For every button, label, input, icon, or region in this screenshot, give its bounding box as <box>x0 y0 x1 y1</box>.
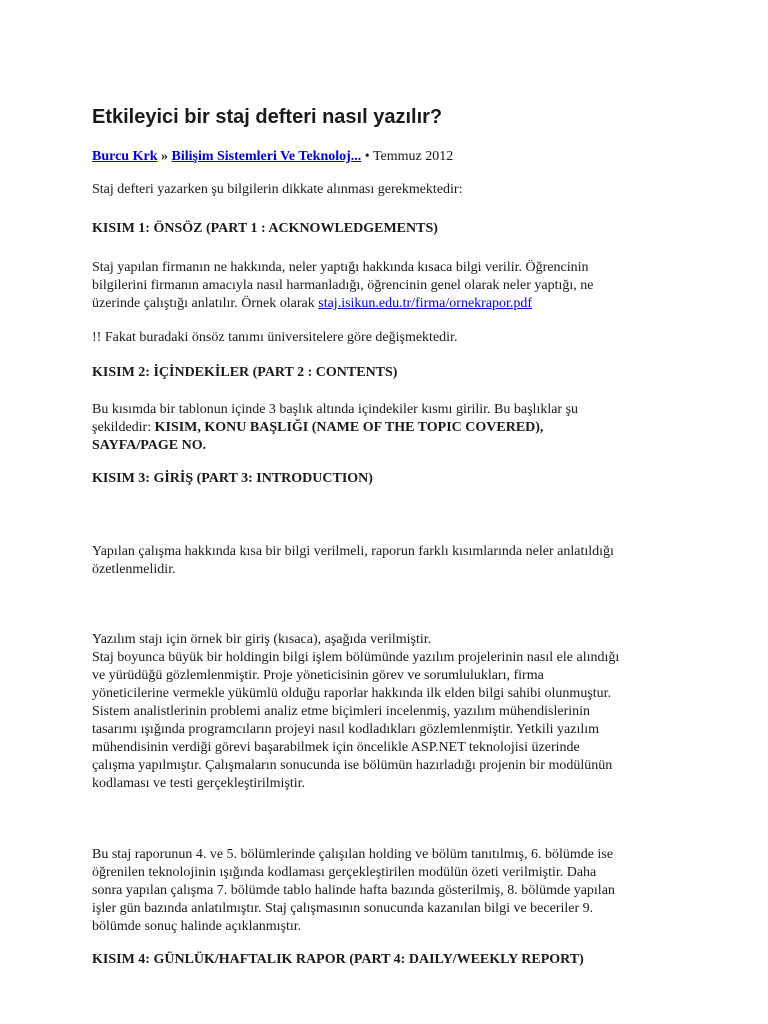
part2-line: Bu kısımda bir tablonun içinde 3 başlık altında içindekiler kısmı girilir. Bu başlıklar şu <box>92 402 579 417</box>
part3-heading: KISIM 3: GİRİŞ (PART 3: INTRODUCTION) <box>92 471 373 486</box>
part3-line: yöneticilerine vermekle yükümlü olduğu raporlar hakkında ilk elden bilgi sahibi olunmuştur. <box>92 686 612 701</box>
part3-line: kodlaması ve testi gerçekleştirilmiştir. <box>92 776 306 791</box>
part3-line: Bu staj raporunun 4. ve 5. bölümlerinde çalışılan holding ve bölüm tanıtılmış, 6. bölümde ise <box>92 847 614 862</box>
part1-note: !! Fakat buradaki önsöz tanımı üniversitelere göre değişmektedir. <box>92 330 458 345</box>
publish-date: • Temmuz 2012 <box>364 149 454 164</box>
byline <box>92 149 692 165</box>
part2-line: şekildedir: <box>92 420 152 435</box>
byline-separator: » <box>160 149 168 164</box>
author-link[interactable]: Burcu Krk <box>92 149 158 164</box>
part3-line: mühendisinin verdiği görevi başarabilmek için öncelikle ASP.NET teknolojisi üzerinde <box>92 740 580 755</box>
part1-paragraph <box>92 259 692 313</box>
part2-columns-bold: SAYFA/PAGE NO. <box>92 438 207 453</box>
part2-paragraph <box>92 401 692 455</box>
part3-paragraph-1 <box>92 543 692 579</box>
part3-line: özetlenmelidir. <box>92 562 176 577</box>
part2-columns-bold: KISIM, KONU BAŞLIĞI (NAME OF THE TOPIC COVERED), <box>154 420 544 435</box>
example-report-link[interactable]: staj.isikun.edu.tr/firma/ornekrapor.pdf <box>318 296 533 311</box>
part3-line: bölümde sonuç halinde açıklanmıştır. <box>92 919 302 934</box>
part1-line: Staj yapılan firmanın ne hakkında, neler yaptığı hakkında kısaca bilgi verilir. Öğrencinin <box>92 260 589 275</box>
part3-line: tasarımı ışığında programcıların projeyi nasıl kodladıkları gözlemlenmiştir. Yetkili yazılım <box>92 722 600 737</box>
part3-line: işler gün bazında anlatılmıştır. Staj çalışmasının sonucunda kazanılan bilgi ve beceriler 9. <box>92 901 594 916</box>
part3-paragraph-3 <box>92 846 692 936</box>
part3-line: Staj boyunca büyük bir holdingin bilgi işlem bölümünde yazılım projelerinin nasıl ele alındığı <box>92 650 620 665</box>
part3-line: Sistem analistlerinin problemi analiz etme biçimleri incelenmiş, yazılım mühendislerinin <box>92 704 591 719</box>
category-link[interactable]: Bilişim Sistemleri Ve Teknoloj... <box>171 149 362 164</box>
part3-line: çalışma yapılmıştır. Çalışmaların sonucunda ise bölümün hazırladığı projenin bir modülünün <box>92 758 613 773</box>
part1-line: bilgilerini firmanın amacıyla nasıl harmanladığı, öğrencinin genel olarak neler yaptığı, ne <box>92 278 594 293</box>
intro-text: Staj defteri yazarken şu bilgilerin dikkate alınması gerekmektedir: <box>92 182 463 197</box>
part4-heading: KISIM 4: GÜNLÜK/HAFTALIK RAPOR (PART 4: DAILY/WEEKLY REPORT) <box>92 952 584 967</box>
part2-heading: KISIM 2: İÇİNDEKİLER (PART 2 : CONTENTS) <box>92 365 398 380</box>
part1-heading: KISIM 1: ÖNSÖZ (PART 1 : ACKNOWLEDGEMENTS) <box>92 221 438 236</box>
part3-line: Yazılım stajı için örnek bir giriş (kısaca), aşağıda verilmiştir. <box>92 632 432 647</box>
part3-paragraph-2 <box>92 631 692 793</box>
part3-line: ve yürüdüğü gözlemlenmiştir. Proje yöneticisinin görev ve sorumlulukları, firma <box>92 668 544 683</box>
part3-line: sonra yapılan çalışma 7. bölümde tablo halinde hafta bazında gösterilmiş, 8. bölümde yapılan <box>92 883 615 898</box>
part3-line: öğrenilen teknolojinin ışığında kodlaması gerçekleştirilen modülün özeti verilmiştir. Daha <box>92 865 597 880</box>
page-title: Etkileyici bir staj defteri nasıl yazılır? <box>92 106 443 128</box>
part3-line: Yapılan çalışma hakkında kısa bir bilgi verilmeli, raporun farklı kısımlarında neler anlatıldığı <box>92 544 614 559</box>
part1-line: üzerinde çalıştığı anlatılır. Örnek olarak <box>92 296 315 311</box>
